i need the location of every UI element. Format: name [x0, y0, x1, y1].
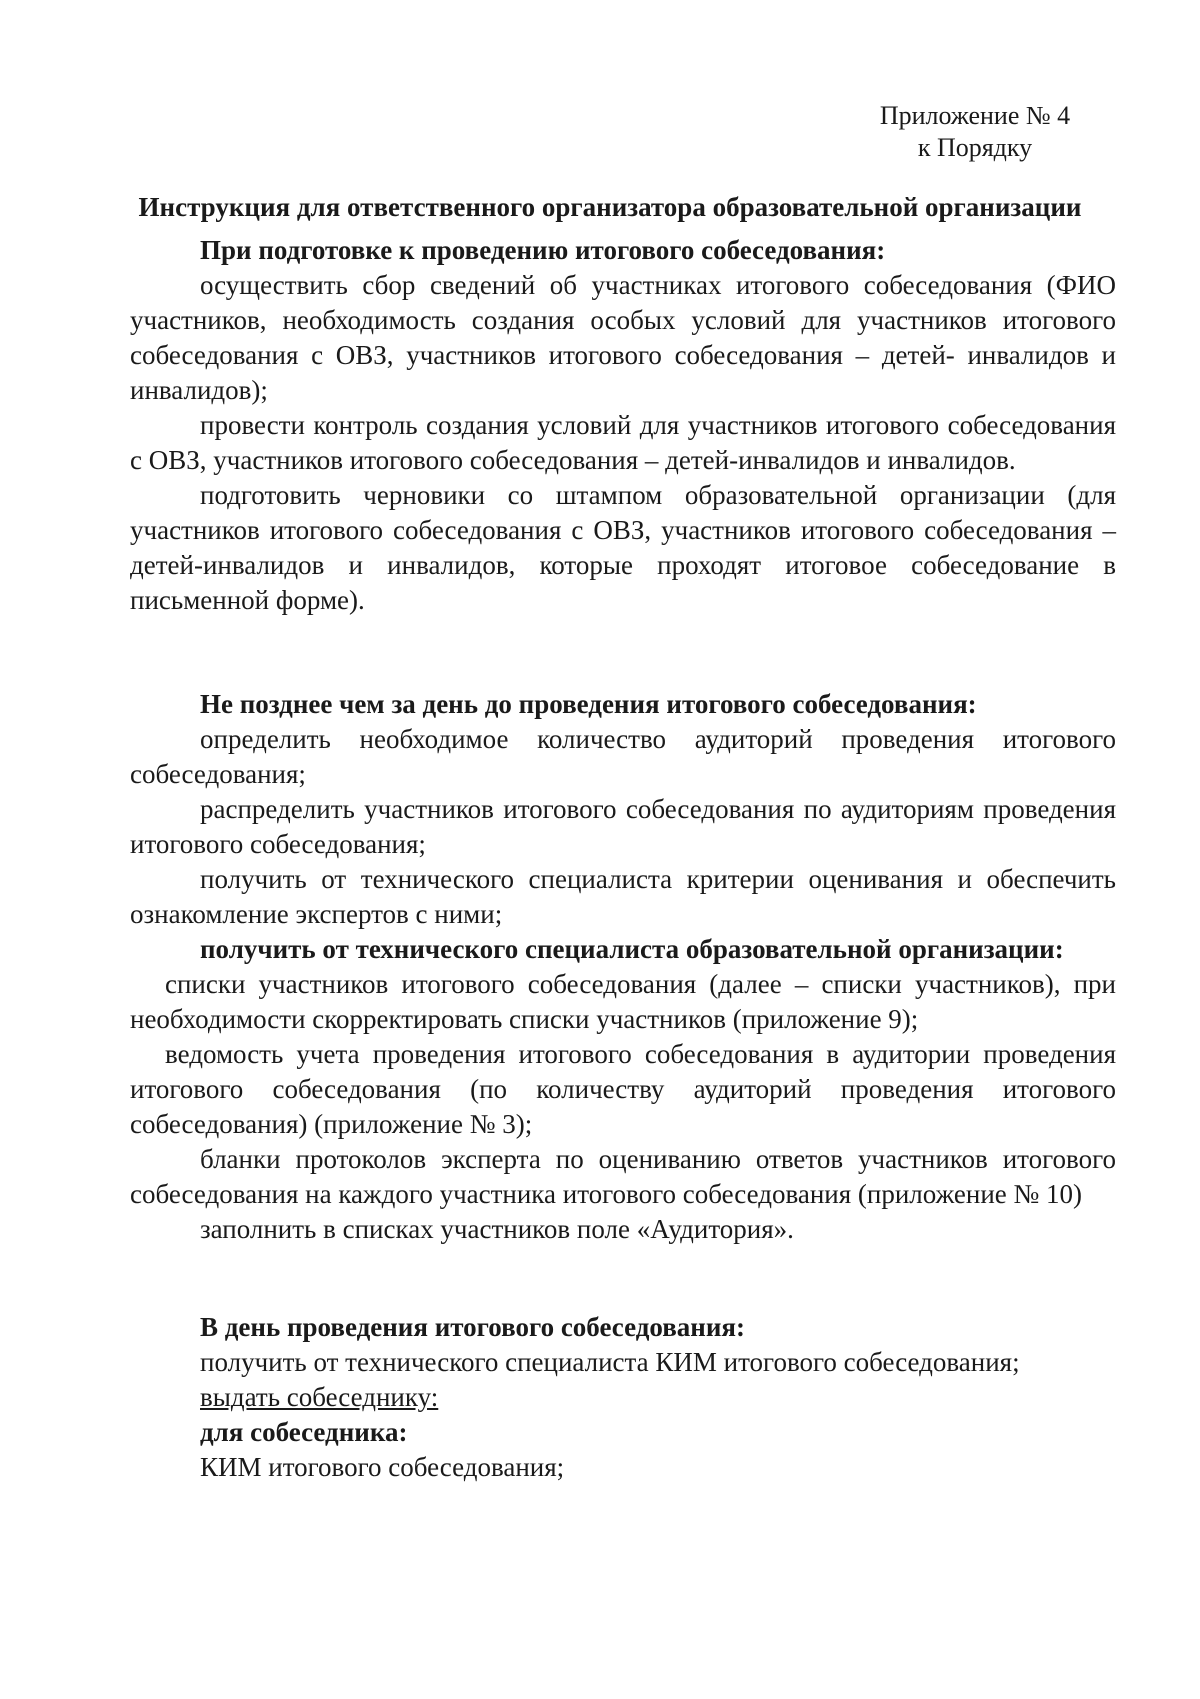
- paragraph: получить от технического специалиста критерии оценивания и обеспечить ознакомление экспертов с ними;: [130, 864, 1116, 929]
- section-heading: В день проведения итогового собеседования:: [200, 1312, 745, 1342]
- paragraph: заполнить в списках участников поле «Аудитория».: [200, 1214, 794, 1244]
- appendix-line2: к Порядку: [917, 133, 1033, 162]
- document-title: Инструкция для ответственного организатора образовательной организации: [138, 192, 1082, 222]
- paragraph: списки участников итогового собеседования (далее – списки участников), при необходимости скорректировать списки участников (приложение 9);: [130, 969, 1116, 1034]
- section-day-before: [130, 687, 1116, 1247]
- appendix-note: [865, 100, 1085, 164]
- paragraph: бланки протоколов эксперта по оцениванию ответов участников итогового собеседования на каждого участника итогового собеседования (приложение № 10): [130, 1144, 1116, 1209]
- underlined-line: [130, 1380, 1116, 1415]
- underlined-text: выдать собеседнику:: [200, 1382, 439, 1412]
- paragraph: КИМ итогового собеседования;: [200, 1452, 565, 1482]
- paragraph: провести контроль создания условий для участников итогового собеседования с ОВЗ, участников итогового собеседования – детей-инвалидов и инвалидов.: [130, 410, 1116, 475]
- section-heading: При подготовке к проведению итогового собеседования:: [200, 235, 886, 265]
- section-heading: Не позднее чем за день до проведения итогового собеседования:: [200, 689, 977, 719]
- appendix-line1: Приложение № 4: [879, 101, 1071, 130]
- paragraph: ведомость учета проведения итогового собеседования в аудитории проведения итогового собеседования (по количеству аудиторий проведения итогового собеседования) (приложение № 3);: [130, 1039, 1116, 1139]
- paragraph: подготовить черновики со штампом образовательной организации (для участников итогового собеседования с ОВЗ, участников итогового собеседования – детей-инвалидов и инвалидов, которые проходят итоговое собеседование в письменной форме).: [130, 480, 1116, 615]
- paragraph: распределить участников итогового собеседования по аудиториям проведения итогового собеседования;: [130, 794, 1116, 859]
- paragraph: определить необходимое количество аудиторий проведения итогового собеседования;: [130, 724, 1116, 789]
- paragraph: получить от технического специалиста КИМ итогового собеседования;: [200, 1347, 1020, 1377]
- section-preparation: [130, 233, 1116, 618]
- section-exam-day: [130, 1310, 1116, 1485]
- paragraph: осуществить сбор сведений об участниках итогового собеседования (ФИО участников, необходимость создания особых условий для участников итогового собеседования с ОВЗ, участников итогового собеседования – детей- инвалидов и инвалидов);: [130, 270, 1116, 405]
- subsection-heading: получить от технического специалиста образовательной организации:: [200, 934, 1064, 964]
- subsection-heading: для собеседника:: [200, 1417, 408, 1447]
